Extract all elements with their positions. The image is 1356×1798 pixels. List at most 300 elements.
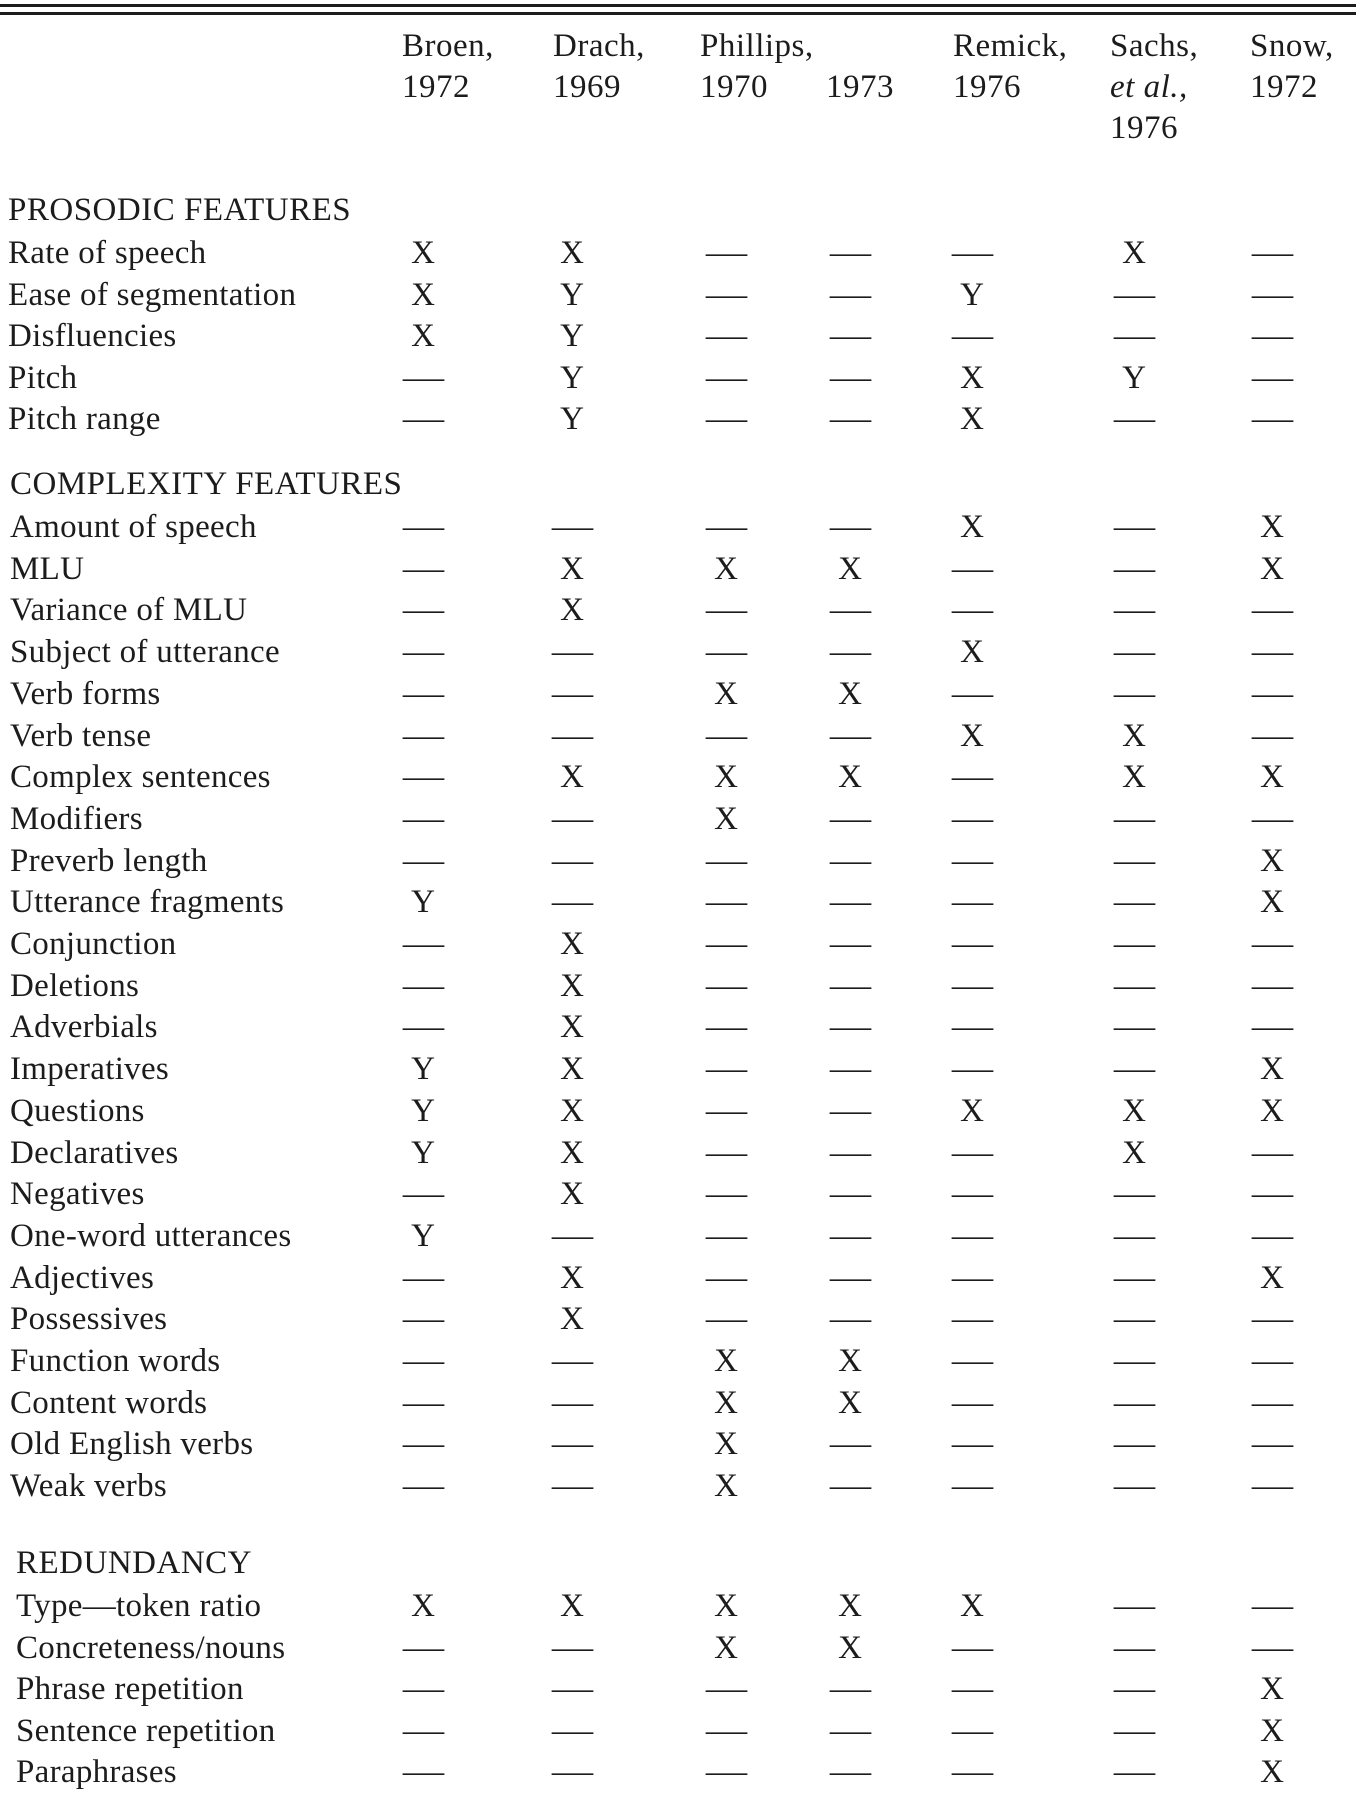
finding-mark: Y (411, 1217, 435, 1254)
table-cell (542, 548, 602, 590)
dash-mark: — (951, 318, 993, 355)
column-header-line1: Phillips, (700, 28, 814, 64)
dash-mark: — (402, 359, 444, 396)
table-cell (820, 398, 880, 440)
table-cell (820, 881, 880, 923)
dash-mark: — (1113, 1259, 1155, 1296)
table-cell (542, 1215, 602, 1257)
table-cell (1104, 548, 1164, 590)
dash-mark: — (1113, 1588, 1155, 1624)
dash-mark: — (551, 675, 593, 712)
column-header-line2: 1973 (826, 69, 894, 105)
dash-mark: — (1113, 675, 1155, 712)
dash-mark: — (951, 1217, 993, 1254)
dash-mark: — (951, 1259, 993, 1296)
dash-mark: — (951, 1468, 993, 1505)
finding-mark: X (714, 550, 738, 587)
finding-mark: X (714, 1426, 738, 1463)
table-cell (820, 506, 880, 548)
table-cell (1242, 1006, 1302, 1048)
row-label: Conjunction (10, 926, 177, 962)
table-cell (542, 1298, 602, 1340)
table-row (0, 1627, 1356, 1669)
dash-mark: — (829, 1176, 871, 1213)
table-cell (1104, 232, 1164, 274)
finding-mark: X (838, 1384, 862, 1421)
dash-mark: — (829, 592, 871, 629)
table-cell (820, 1382, 880, 1424)
dash-mark: — (951, 1176, 993, 1213)
dash-mark: — (705, 1754, 747, 1790)
table-cell (1242, 881, 1302, 923)
table-cell (1242, 631, 1302, 673)
finding-mark: X (560, 967, 584, 1004)
table-cell (942, 965, 1002, 1007)
table-cell (820, 798, 880, 840)
finding-mark: X (1260, 842, 1284, 879)
dash-mark: — (402, 509, 444, 545)
table-row (0, 232, 1356, 274)
table-cell (942, 1132, 1002, 1174)
dash-mark: — (705, 401, 747, 438)
table-cell (820, 1340, 880, 1382)
table-cell (1104, 756, 1164, 798)
dash-mark: — (705, 1671, 747, 1707)
table-cell (542, 315, 602, 357)
table-cell (820, 1627, 880, 1669)
dash-mark: — (829, 235, 871, 271)
section-title: COMPLEXITY FEATURES (10, 466, 403, 502)
dash-mark: — (402, 1384, 444, 1421)
table-cell (1104, 274, 1164, 316)
table-cell (1242, 1257, 1302, 1299)
table-cell (942, 398, 1002, 440)
table-cell (696, 923, 756, 965)
dash-mark: — (551, 509, 593, 545)
dash-mark: — (705, 1259, 747, 1296)
finding-mark: X (560, 926, 584, 962)
table-cell (542, 1585, 602, 1627)
table-cell (1242, 548, 1302, 590)
section-title: PROSODIC FEATURES (8, 192, 352, 228)
table-cell (393, 315, 453, 357)
row-label: Phrase repetition (16, 1671, 244, 1707)
row-label: Complex sentences (10, 759, 271, 796)
row-label: Preverb length (10, 842, 208, 879)
column-header-line3 (953, 108, 1067, 149)
dash-mark: — (402, 1671, 444, 1707)
dash-mark: — (402, 592, 444, 629)
finding-mark: X (1260, 884, 1284, 921)
table-cell (542, 631, 602, 673)
column-header-line2: 1972 (402, 69, 470, 105)
table-cell (393, 1382, 453, 1424)
table-cell (942, 506, 1002, 548)
row-label: Paraphrases (16, 1754, 177, 1790)
row-label: Ease of segmentation (8, 276, 297, 313)
column-header (1110, 26, 1198, 149)
table-cell (696, 398, 756, 440)
dash-mark: — (402, 675, 444, 712)
dash-mark: — (705, 884, 747, 921)
table-cell (1242, 1090, 1302, 1132)
dash-mark: — (1113, 1426, 1155, 1463)
finding-mark: X (714, 1343, 738, 1379)
table-cell (1104, 1132, 1164, 1174)
finding-mark: X (1122, 1092, 1146, 1129)
table-cell (696, 1006, 756, 1048)
table-cell (1242, 1465, 1302, 1507)
dash-mark: — (551, 1343, 593, 1379)
table-cell (1104, 506, 1164, 548)
dash-mark: — (829, 717, 871, 754)
table-row (0, 1340, 1356, 1382)
row-label: MLU (10, 550, 85, 587)
table-row (0, 798, 1356, 840)
finding-mark: X (1260, 509, 1284, 545)
finding-mark: X (1260, 1259, 1284, 1296)
table-cell (1104, 965, 1164, 1007)
dash-mark: — (402, 717, 444, 754)
table-row (0, 923, 1356, 965)
table-cell (393, 1215, 453, 1257)
table-cell (1242, 1215, 1302, 1257)
dash-mark: — (951, 675, 993, 712)
table-cell (1242, 315, 1302, 357)
table-cell (1104, 1423, 1164, 1465)
table-cell (942, 715, 1002, 757)
dash-mark: — (829, 401, 871, 438)
column-header-line3 (402, 108, 494, 149)
table-cell (696, 1585, 756, 1627)
table-cell (1104, 1668, 1164, 1710)
column-header-line1: Sachs, (1110, 28, 1199, 64)
table-cell (696, 1465, 756, 1507)
table-cell (942, 315, 1002, 357)
table-cell (393, 1006, 453, 1048)
dash-mark: — (1113, 1217, 1155, 1254)
table-cell (542, 506, 602, 548)
dash-mark: — (402, 759, 444, 796)
finding-mark: X (960, 634, 984, 671)
table-cell (1242, 840, 1302, 882)
finding-mark: X (960, 1092, 984, 1129)
dash-mark: — (402, 1468, 444, 1505)
table-cell (393, 673, 453, 715)
dash-mark: — (1113, 800, 1155, 837)
table-cell (1104, 881, 1164, 923)
table-cell (393, 965, 453, 1007)
finding-mark: X (960, 401, 984, 438)
table-cell (820, 1751, 880, 1793)
table-cell (393, 589, 453, 631)
dash-mark: — (1251, 800, 1293, 837)
table-cell (696, 1215, 756, 1257)
table-cell (1104, 315, 1164, 357)
column-header-line2: 1976 (953, 69, 1021, 105)
dash-mark: — (951, 1426, 993, 1463)
dash-mark: — (551, 842, 593, 879)
row-label: Imperatives (10, 1051, 170, 1088)
finding-mark: Y (560, 401, 584, 438)
finding-mark: X (560, 235, 584, 271)
table-cell (393, 1090, 453, 1132)
table-cell (393, 1627, 453, 1669)
table-row (0, 1132, 1356, 1174)
table-cell (820, 1132, 880, 1174)
row-label: Variance of MLU (10, 592, 248, 629)
table-cell (1104, 1257, 1164, 1299)
table-cell (820, 315, 880, 357)
table-cell (393, 715, 453, 757)
finding-mark: X (560, 1051, 584, 1088)
row-label: Subject of utterance (10, 634, 280, 671)
table-row (0, 506, 1356, 548)
table-cell (542, 840, 602, 882)
table-cell (696, 715, 756, 757)
table-row (0, 1668, 1356, 1710)
table-row (0, 1710, 1356, 1752)
dash-mark: — (1113, 592, 1155, 629)
table-cell (820, 548, 880, 590)
table-cell (1242, 398, 1302, 440)
finding-mark: X (560, 1176, 584, 1213)
finding-mark: X (714, 1384, 738, 1421)
table-cell (1104, 398, 1164, 440)
finding-mark: X (560, 1301, 584, 1338)
dash-mark: — (1113, 1384, 1155, 1421)
table-cell (942, 232, 1002, 274)
dash-mark: — (1113, 1051, 1155, 1088)
table-cell (696, 1710, 756, 1752)
table-cell (1242, 1382, 1302, 1424)
table-cell (1242, 1710, 1302, 1752)
dash-mark: — (1113, 1009, 1155, 1046)
dash-mark: — (1113, 842, 1155, 879)
table-cell (942, 1465, 1002, 1507)
row-label: Type—token ratio (16, 1588, 262, 1624)
column-header (826, 26, 894, 149)
table-cell (820, 965, 880, 1007)
table-cell (696, 1048, 756, 1090)
dash-mark: — (551, 1217, 593, 1254)
row-label: Possessives (10, 1301, 168, 1338)
dash-mark: — (551, 1712, 593, 1749)
dash-mark: — (551, 634, 593, 671)
table-cell (696, 1668, 756, 1710)
finding-mark: X (960, 1588, 984, 1624)
table-cell (942, 923, 1002, 965)
dash-mark: — (402, 1301, 444, 1338)
table-cell (696, 798, 756, 840)
table-cell (696, 1382, 756, 1424)
table-row (0, 756, 1356, 798)
column-header-line2: 1972 (1250, 69, 1318, 105)
table-cell (696, 673, 756, 715)
column-header-line2: 1970 (700, 69, 768, 105)
row-label: Declaratives (10, 1134, 179, 1171)
finding-mark: X (560, 1009, 584, 1046)
table-cell (1104, 1627, 1164, 1669)
dash-mark: — (705, 1134, 747, 1171)
table-row (0, 1048, 1356, 1090)
table-cell (393, 548, 453, 590)
dash-mark: — (1113, 1629, 1155, 1666)
row-label: Pitch range (8, 401, 161, 438)
dash-mark: — (1251, 1588, 1293, 1624)
table-cell (542, 274, 602, 316)
table-row (0, 881, 1356, 923)
table-cell (942, 1627, 1002, 1669)
table-cell (393, 1751, 453, 1793)
dash-mark: — (705, 1301, 747, 1338)
table-cell (542, 357, 602, 399)
table-cell (942, 1173, 1002, 1215)
table-cell (942, 1710, 1002, 1752)
finding-mark: X (560, 1134, 584, 1171)
table-cell (1242, 589, 1302, 631)
finding-mark: X (960, 359, 984, 396)
table-cell (942, 840, 1002, 882)
finding-mark: Y (560, 318, 584, 355)
finding-mark: X (714, 759, 738, 796)
table-cell (1242, 1668, 1302, 1710)
table-cell (1104, 1298, 1164, 1340)
dash-mark: — (951, 1754, 993, 1790)
column-header-line1: Broen, (402, 28, 494, 64)
row-label: Sentence repetition (16, 1712, 276, 1749)
dash-mark: — (951, 1629, 993, 1666)
dash-mark: — (951, 1343, 993, 1379)
column-header-line1 (826, 26, 894, 67)
row-label: Adverbials (10, 1009, 158, 1046)
column-header (1250, 26, 1334, 149)
table-cell (1104, 357, 1164, 399)
table-cell (1104, 673, 1164, 715)
dash-mark: — (951, 1009, 993, 1046)
dash-mark: — (1251, 276, 1293, 313)
dash-mark: — (1113, 1671, 1155, 1707)
table-cell (393, 1132, 453, 1174)
table-cell (942, 1257, 1002, 1299)
table-cell (820, 232, 880, 274)
dash-mark: — (1113, 1301, 1155, 1338)
dash-mark: — (829, 800, 871, 837)
table-cell (696, 1627, 756, 1669)
column-header (953, 26, 1067, 149)
dash-mark: — (829, 1259, 871, 1296)
table-cell (393, 1668, 453, 1710)
table-cell (696, 1423, 756, 1465)
column-header-line3 (553, 108, 645, 149)
dash-mark: — (705, 1217, 747, 1254)
dash-mark: — (402, 800, 444, 837)
finding-mark: X (1122, 759, 1146, 796)
table-cell (393, 232, 453, 274)
finding-mark: X (714, 1588, 738, 1624)
table-cell (542, 1090, 602, 1132)
dash-mark: — (705, 509, 747, 545)
table-cell (696, 1132, 756, 1174)
table-cell (542, 673, 602, 715)
table-cell (542, 881, 602, 923)
table-cell (542, 1173, 602, 1215)
dash-mark: — (951, 592, 993, 629)
table-cell (542, 965, 602, 1007)
table-row (0, 965, 1356, 1007)
table-cell (393, 1340, 453, 1382)
dash-mark: — (1251, 1426, 1293, 1463)
table-cell (820, 1710, 880, 1752)
table-cell (820, 1585, 880, 1627)
table-cell (393, 398, 453, 440)
finding-mark: X (1260, 1712, 1284, 1749)
finding-mark: X (1260, 1671, 1284, 1707)
finding-mark: Y (411, 1092, 435, 1129)
finding-mark: Y (411, 1051, 435, 1088)
dash-mark: — (951, 235, 993, 271)
dash-mark: — (951, 967, 993, 1004)
table-cell (942, 274, 1002, 316)
table-row (0, 1215, 1356, 1257)
dash-mark: — (829, 1712, 871, 1749)
table-cell (942, 1048, 1002, 1090)
table-cell (1242, 965, 1302, 1007)
finding-mark: X (560, 592, 584, 629)
dash-mark: — (951, 842, 993, 879)
table-cell (542, 1132, 602, 1174)
dash-mark: — (402, 926, 444, 962)
dash-mark: — (551, 1468, 593, 1505)
dash-mark: — (1113, 318, 1155, 355)
table-cell (393, 798, 453, 840)
dash-mark: — (705, 842, 747, 879)
table-cell (1104, 923, 1164, 965)
table-row (0, 274, 1356, 316)
table-cell (820, 1006, 880, 1048)
table-cell (1104, 1340, 1164, 1382)
table-cell (542, 1423, 602, 1465)
table-cell (1242, 506, 1302, 548)
table-cell (1242, 673, 1302, 715)
dash-mark: — (1113, 1712, 1155, 1749)
column-header (402, 26, 494, 149)
dash-mark: — (402, 1629, 444, 1666)
dash-mark: — (402, 1343, 444, 1379)
finding-mark: X (1260, 1092, 1284, 1129)
dash-mark: — (551, 1384, 593, 1421)
table-cell (820, 923, 880, 965)
column-header-line2: et al., (1110, 69, 1188, 105)
finding-mark: X (960, 509, 984, 545)
dash-mark: — (1251, 634, 1293, 671)
dash-mark: — (551, 717, 593, 754)
dash-mark: — (402, 1712, 444, 1749)
dash-mark: — (829, 1051, 871, 1088)
table-cell (696, 357, 756, 399)
row-label: Content words (10, 1384, 208, 1421)
table-row (0, 548, 1356, 590)
finding-mark: X (1260, 550, 1284, 587)
dash-mark: — (705, 1009, 747, 1046)
finding-mark: X (714, 675, 738, 712)
table-cell (820, 1668, 880, 1710)
table-cell (942, 1382, 1002, 1424)
table-cell (1104, 1048, 1164, 1090)
finding-mark: X (838, 759, 862, 796)
table-cell (820, 1048, 880, 1090)
dash-mark: — (705, 634, 747, 671)
